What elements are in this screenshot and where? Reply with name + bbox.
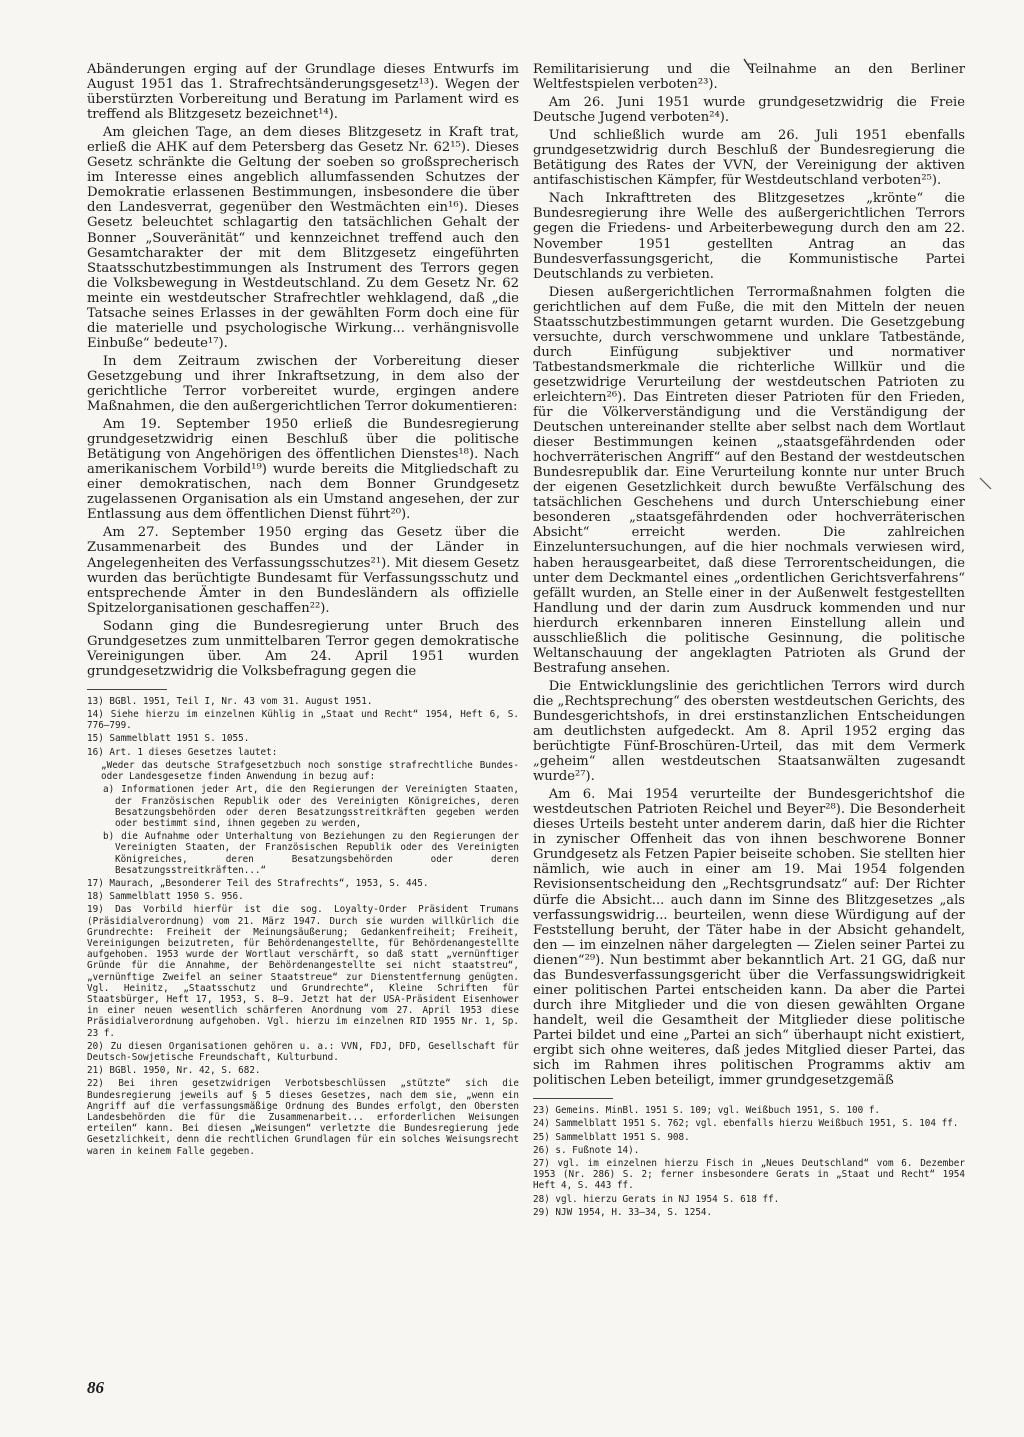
footnote: 16) Art. 1 dieses Gesetzes lautet: [87,746,278,758]
footnote-list-item: b) die Aufnahme oder Unterhaltung von Beziehungen zu den Regierungen der Vereinigten Staaten, der Französischen Republik oder des Vereinigten Königreiches, deren Besatzungsbehörden oder deren Besatzungsstreitkräften...“ [103,831,519,876]
paragraph: Und schließlich wurde am 26. Juli 1951 ebenfalls grundgesetzwidrig durch Beschluß der Bundesregierung die Betätigung des Rates der VVN, der Vereinigung der aktiven antifaschistischen Kämpfer, für Westdeutschland verboten²⁵). [533,128,965,189]
footnote: 26) s. Fußnote 14). [533,1144,640,1156]
footnote-divider [533,1098,613,1099]
pen-mark [978,476,994,492]
footnote: 18) Sammelblatt 1950 S. 956. [87,891,244,903]
footnote: 24) Sammelblatt 1951 S. 762; vgl. ebenfalls hierzu Weißbuch 1951, S. 104 ff. [533,1118,959,1130]
footnote-quote: „Weder das deutsche Strafgesetzbuch noch sonstige strafrechtliche Bundes- oder Landesgesetze finden Anwendung in bezug auf: [101,759,519,783]
footnote: 29) NJW 1954, H. 33—34, S. 1254. [533,1206,713,1218]
paragraph: Abänderungen erging auf der Grundlage dieses Entwurfs im August 1951 das 1. Strafrechtsänderungsgesetz¹³). Wegen der überstürzten Vorbereitung und Beratung im Parlament wird es treffend als Blitzgesetz bezeichnet¹⁴). [87,62,519,123]
paragraph: Diesen außergerichtlichen Terrormaßnahmen folgten die gerichtlichen auf dem Fuße, die mit den Mitteln der neuen Staatsschutzbestimmungen getarnt wurden. Die Gesetzgebung versuchte, durch verschwommene und unklare Tatbestände, durch Einfügung subjektiver und normativer Tatbestandsmerkmale die richterliche Willkür und die gesetzwidrige Verurteilung der westdeutschen Patrioten zu erleichtern²⁶). Das Eintreten dieser Patrioten für den Frieden, für die Völkerverständigung und die Verständigung der Deutschen untereinander stellte aber selbst nach dem Wortlaut dieser Bestimmungen keinen „staatsgefährdenden oder hochverräterischen Angriff“ auf den Bestand der westdeutschen Bundesrepublik dar. Eine Verurteilung konnte nur unter Bruch der eigenen Gesetzlichkeit durch bewußte Verfälschung des tatsächlichen Geschehens und durch Unterschiebung einer besonderen „staatsgefährdenden oder hochverräterischen Absicht“ erreicht werden. Die zahlreichen Einzeluntersuchungen, auf die hier nochmals verwiesen wird, haben herausgearbeitet, daß diese Terrorentscheidungen, die unter dem Deckmantel eines „ordentlichen Gerichtsverfahrens“ gefällt wurden, an Stelle einer in der Außenwelt festgestellten Handlung und der darin zum Ausdruck kommenden und nur hierdurch erkennbaren inneren Einstellung allein und ausschließlich die politische Gesinnung, die politische Weltanschauung der angeklagten Patrioten als Grund der Bestrafung ansehen. [533,284,965,676]
footnote: 15) Sammelblatt 1951 S. 1055. [87,733,250,745]
footnotes-right [533,1105,965,1218]
footnotes-left [87,696,519,1157]
paragraph: Sodann ging die Bundesregierung unter Bruch des Grundgesetzes zum unmittelbaren Terror gegen demokratische Vereinigungen über. Am 24. April 1951 wurden grundgesetzwidrig die Volksbefragung gegen die [87,618,519,679]
footnote: 17) Maurach, „Besonderer Teil des Strafrechts“, 1953, S. 445. [87,877,429,889]
left-column [87,62,519,1159]
footnote: 28) vgl. hierzu Gerats in NJ 1954 S. 618 ff. [533,1193,780,1205]
paragraph: Am 19. September 1950 erließ die Bundesregierung grundgesetzwidrig einen Beschluß über die politische Betätigung von Angehörigen des öffentlichen Dienstes¹⁸). Nach amerikanischem Vorbild¹⁹) wurde bereits die Mitgliedschaft zu einer demokratischen, nach dem Bonner Grundgesetz zugelassenen Organisation als ein Umstand angesehen, der zur Entlassung aus dem öffentlichen Dienst führt²⁰). [87,417,519,523]
footnote-list-item: a) Informationen jeder Art, die den Regierungen der Vereinigten Staaten, der Französischen Republik oder des Vereinigten Königreiches, deren Besatzungsbehörden oder deren Besatzungsstreitkräften gegeben werden oder bestimmt sind, ihnen gegeben zu werden, [103,784,519,829]
paragraph: Die Entwicklungslinie des gerichtlichen Terrors wird durch die „Rechtsprechung“ des obersten westdeutschen Gerichts, des Bundesgerichtshofs, in drei erstinstanzlichen Entscheidungen am deutlichsten aufgedeckt. Am 8. April 1952 erging das berüchtigte Fünf-Broschüren-Urteil, das mit dem Vermerk „geheim“ allen westdeutschen Staatsanwälten zugesandt wurde²⁷). [533,678,965,785]
footnote: 20) Zu diesen Organisationen gehören u. a.: VVN, FDJ, DFD, Gesellschaft für Deutsch-Sowjetische Freundschaft, Kulturbund. [87,1040,519,1063]
footnote: 23) Gemeins. MinBl. 1951 S. 109; vgl. Weißbuch 1951, S. 100 f. [533,1105,881,1117]
paragraph: Am 27. September 1950 erging das Gesetz über die Zusammenarbeit des Bundes und der Länder in Angelegenheiten des Verfassungsschutzes²¹). Mit diesem Gesetz wurden das berüchtigte Bundesamt für Verfassungsschutz und entsprechende Ämter in den Bundesländern als offizielle Spitzelorganisationen geschaffen²²). [87,525,519,616]
footnote: 22) Bei ihren gesetzwidrigen Verbotsbeschlüssen „stützte“ sich die Bundesregierung jeweils auf § 5 dieses Gesetzes, nach dem sie, „wenn ein Angriff auf die verfassungsmäßige Ordnung des Bundes erfolgt, den Obersten Landesbehörden die für die Zusammenarbeit... erforderlichen Weisungen erteilen“ kann. Bei diesen „Weisungen“ verletzte die Bundesregierung jede Gesetzlichkeit, denn die rechtlichen Grundlagen für ein solches Weisungsrecht waren in keinem Falle gegeben. [87,1078,519,1157]
footnote: 27) vgl. im einzelnen hierzu Fisch in „Neues Deutschland“ vom 6. Dezember 1953 (Nr. 286) S. 2; ferner insbesondere Gerats in „Staat und Recht“ 1954 Heft 4, S. 443 ff. [533,1157,965,1192]
page-number: 86 [87,1378,104,1397]
footnote: 13) BGBl. 1951, Teil I, Nr. 43 vom 31. August 1951. [87,695,373,707]
pen-mark [742,58,754,72]
paragraph: Remilitarisierung und die Teilnahme an den Berliner Weltfestspielen verboten²³). [533,62,965,93]
paragraph: Am 26. Juni 1951 wurde grundgesetzwidrig die Freie Deutsche Jugend verboten²⁴). [533,95,965,126]
footnote: 21) BGBl. 1950, Nr. 42, S. 682. [87,1065,261,1077]
paragraph: In dem Zeitraum zwischen der Vorbereitung dieser Gesetzgebung und ihrer Inkraftsetzung, in dem also der gerichtliche Terror vorbereitet wurde, ergingen andere Maßnahmen, die den außergerichtlichen Terror dokumentieren: [87,353,519,415]
right-column [533,62,965,1220]
footnote: 14) Siehe hierzu im einzelnen Kühlig in „Staat und Recht“ 1954, Heft 6, S. 776—799. [87,709,519,732]
paragraph: Nach Inkrafttreten des Blitzgesetzes „krönte“ die Bundesregierung ihre Welle des außergerichtlichen Terrors gegen die Friedens- und Arbeiterbewegung durch den am 22. November 1951 gestellten Antrag an das Bundesverfassungsgericht, die Kommunistische Partei Deutschlands zu verbieten. [533,191,965,282]
footnote-divider [87,689,167,690]
footnote: 25) Sammelblatt 1951 S. 908. [533,1131,690,1143]
footnote: 19) Das Vorbild hierfür ist die sog. Loyalty-Order Präsident Trumans (Präsidialverordnung) vom 21. März 1947. Durch sie wurden willkürlich die Grundrechte: Freiheit der Meinungsäußerung; Gedankenfreiheit; Freiheit, Vereinigungen beizutreten, für Behördenangestellte, für Behördenangestellte aufgehoben. 1953 wurde der Wortlaut verschärft, so daß statt „vernünftiger Gründe für die Annahme, der Behördenangestellte sei nicht staatstreu“, „vernünftige Zweifel an seiner Staatstreue“ zur Dienstentfernung genügten. Vgl. Heinitz, „Staatsschutz und Grundrechte“, Kleine Schriften für Staatsbürger, Heft 17, 1953, S. 8—9. Jetzt hat der USA-Präsident Eisenhower in einer neuen wesentlich schärferen Anordnung vom 27. April 1953 diese Präsidialverordnung aufgehoben. Vgl. hierzu im einzelnen RID 1955 Nr. 1, Sp. 23 f. [87,904,519,1039]
paragraph: Am 6. Mai 1954 verurteilte der Bundesgerichtshof die westdeutschen Patrioten Reichel und Beyer²⁸). Die Besonderheit dieses Urteils besteht unter anderem darin, daß hier die Richter in zynischer Offenheit das von ihnen beschworene Bonner Grundgesetz als Fetzen Papier beiseite schoben. Sie stellten hier nämlich, wie auch in einer am 19. Mai 1954 folgenden Revisionsentscheidung den „Rechtsgrundsatz“ auf: Der Richter dürfe die Absicht... auch dann im Sinne des Blitzgesetzes „als verfassungswidrig... beurteilen, wenn diese Würdigung auf der Feststellung beruht, der Täter habe in der Absicht gehandelt, den — im einzelnen näher dargelegten — Zielen seiner Partei zu dienen“²⁹). Nun bestimmt aber bekanntlich Art. 21 GG, daß nur das Bundesverfassungsgericht über die Verfassungswidrigkeit einer politischen Partei entscheiden kann. Da aber die Partei durch ihre Mitglieder und die von diesen gewählten Organe handelt, weil die Gesamtheit der Mitglieder diese politische Partei bildet und eine „Partei an sich“ überhaupt nicht existiert, ergibt sich ohne weiteres, daß jedes Mitglied dieser Partei, das sich im Rahmen ihres politischen Programms aktiv am politischen Leben beteiligt, immer grundgesetzgemäß [533,787,965,1089]
paragraph: Am gleichen Tage, an dem dieses Blitzgesetz in Kraft trat, erließ die AHK auf dem Petersberg das Gesetz Nr. 62¹⁵). Dieses Gesetz schränkte die Geltung der soeben so großsprecherisch im Interesse eines angeblich allumfassenden Schutzes der Demokratie erlassenen Bestimmungen, insbesondere die über den Landesverrat, gegenüber den Westmächten ein¹⁶). Dieses Gesetz beleuchtet schlagartig den tatsächlichen Gehalt der Bonner „Souveränität“ und kennzeichnet treffend auch den Gesamtcharakter der mit dem Blitzgesetz eingeführten Staatsschutzbestimmungen als Instrument des Terrors gegen die Volksbewegung in Westdeutschland. Zu dem Gesetz Nr. 62 meinte ein westdeutscher Strafrechtler wehklagend, daß „die Tatsache seines Erlasses in der gewählten Form doch eine für die materielle und psychologische Wirkung... verhängnisvolle Einbuße“ bedeute¹⁷). [87,125,519,351]
